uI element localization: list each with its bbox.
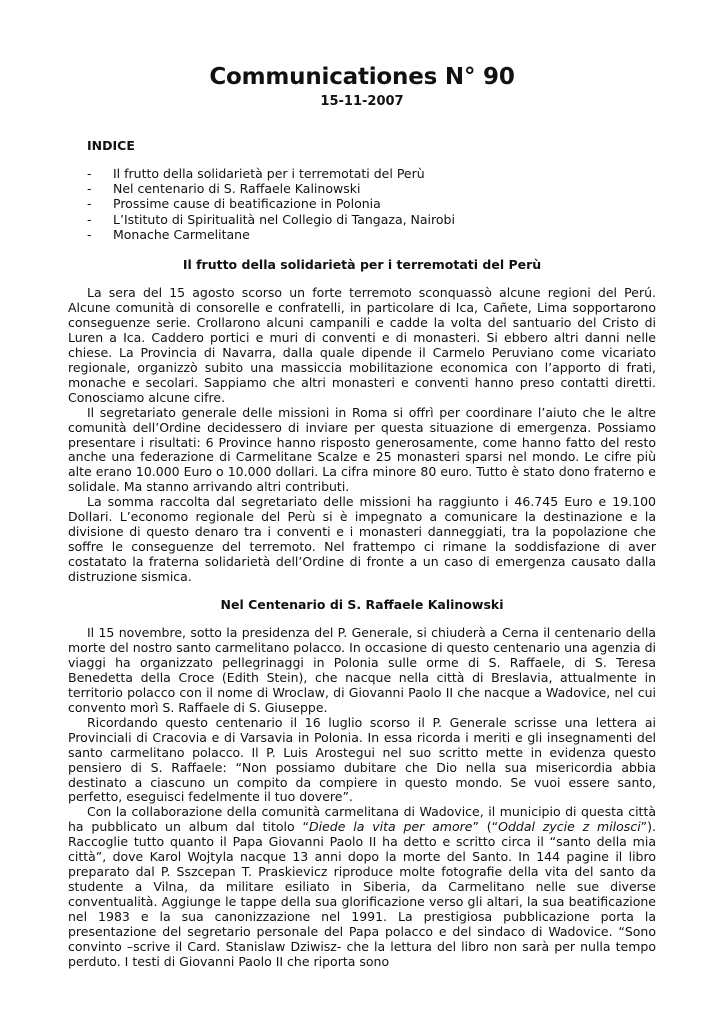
index-item-text: Monache Carmelitane — [113, 226, 250, 242]
book-title-polish: Oddal zycie z milosci — [498, 819, 641, 835]
index-item — [87, 227, 455, 242]
index-item — [87, 196, 455, 211]
paragraph-text: ” (“ — [472, 819, 499, 835]
index-dash: - — [87, 166, 92, 181]
index-item — [87, 166, 455, 181]
section-body-peru — [68, 286, 656, 585]
index-dash: - — [87, 211, 92, 227]
section-body-kalinowski — [68, 626, 656, 970]
paragraph: La sera del 15 agosto scorso un forte terremoto sconquassò alcune regioni del Perú. Alcune comunità di consorelle e confratelli, in particolare di Ica, Cañete, Lima sopportarono conseguenze serie. Crollarono alcuni campanili e cadde la volta del santuario del Cristo di Luren a Ica. Caddero portici e muri di conventi e di monasteri. Si ebbero altri danni nelle chiese. La Provincia di Navarra, dalla quale dipende il Carmelo Peruviano come vicariato regionale, organizzò subito una massiccia mobilitazione economica con l’apporto di frati, monache e secolari. Sappiamo che altri monasteri e conventi hanno preso contatti diretti. Conosciamo alcune cifre. — [68, 285, 656, 405]
index-item-text: Il frutto della solidarietà per i terremotati del Perù — [113, 166, 425, 181]
paragraph: Il segretariato generale delle missioni in Roma si offrì per coordinare l’aiuto che le altre comunità dell’Ordine decidessero di inviare per questa situazione di emergenza. Possiamo presentare i risultati: 6 Province hanno risposto generosamente, come hanno fatto del resto anche una federazione di Carmelitane Scalze e 25 monasteri sparsi nel mondo. Le cifre più alte erano 10.000 Euro o 10.000 dollari. La cifra minore 80 euro. Tutto è stato dono fraterno e solidale. Ma stanno arrivando altri contributi. — [68, 404, 656, 495]
index-dash: - — [87, 196, 92, 212]
paragraph-text: Con la collaborazione della comunità carmelitana di Wadovice, il municipio di questa città ha pubblicato un album dal titolo “ — [68, 804, 656, 835]
index-heading: INDICE — [87, 138, 135, 153]
section-title-kalinowski: Nel Centenario di S. Raffaele Kalinowski — [220, 597, 504, 612]
paragraph: Ricordando questo centenario il 16 luglio scorso il P. Generale scrisse una lettera ai Provinciali di Cracovia e di Varsavia in Polonia. In essa ricorda i meriti e gli insegnamenti del santo carmelitano polacco. Il P. Luis Arostegui nel suo scritto mette in evidenza questo pensiero di S. Raffaele: “Non possiamo dubitare che Dio nella sua misericordia abbia destinato a ciascuno un compito da compiere in questo mondo. Se vuoi essere santo, perfetto, eseguisci fedelmente il tuo dovere”. — [68, 714, 656, 805]
index-dash: - — [87, 181, 92, 197]
index-item-text: Prossime cause di beatificazione in Polonia — [113, 196, 381, 212]
document-title: Communicationes N° 90 — [209, 64, 515, 90]
document-date: 15-11-2007 — [320, 94, 404, 109]
index-item-text: L’Istituto di Spiritualità nel Collegio di Tangaza, Nairobi — [113, 211, 455, 227]
paragraph: Il 15 novembre, sotto la presidenza del P. Generale, si chiuderà a Cerna il centenario della morte del nostro santo carmelitano polacco. In occasione di questo centenario una agenzia di viaggi ha organizzato pellegrinaggi in Polonia sulle orme di S. Raffaele, di S. Teresa Benedetta della Croce (Edith Stein), che nacque nella città di Breslavia, attualmente in territorio polacco con il nome di Wroclaw, di Giovanni Paolo II che nacque a Wadovice, nel cui convento morì S. Raffaele di S. Giuseppe. — [68, 625, 656, 715]
index-item-text: Nel centenario di S. Raffaele Kalinowski — [113, 181, 361, 197]
index-item — [87, 212, 455, 227]
paragraph-text: ”). Raccoglie tutto quanto il Papa Giovanni Paolo II ha detto e scritto circa il “santo della mia città”, dove Karol Wojtyla nacque 13 anni dopo la morte del Santo. In 144 pagine il libro preparato dal P. Sszcepan T. Praskievicz riproduce molte fotografie della vita del santo da studente a Vilna, da militare esiliato in Siberia, da Carmelitano nelle sue diverse conventualità. Aggiunge le tappe della sua glorificazione verso gli altari, la sua beatificazione nel 1983 e la sua canonizzazione nel 1991. La prestigiosa pubblicazione porta la presentazione del segretario personale del Papa polacco e del sindaco di Wadovice. “Sono convinto –scrive il Card. Stanislaw Dziwisz- che la lettura del libro non sarà per nulla tempo perduto. I testi di Giovanni Paolo II che riporta sono — [68, 819, 656, 969]
index-list — [87, 166, 455, 242]
book-title-italian: Diede la vita per amore — [309, 819, 473, 835]
index-dash: - — [87, 226, 92, 242]
section-title-peru: Il frutto della solidarietà per i terremotati del Perù — [182, 257, 542, 272]
paragraph — [68, 805, 656, 969]
paragraph: La somma raccolta dal segretariato delle missioni ha raggiunto i 46.745 Euro e 19.100 Dollari. L’economo regionale del Perù si è impegnato a comunicare la destinazione e la divisione di questo denaro tra i conventi e i monasteri danneggiati, tra la popolazione che soffre le conseguenze del terremoto. Nel frattempo ci rimane la soddisfazione di aver costatato la fraterna solidarietà dell’Ordine di fronte a un caso di emergenza causato dalla distruzione sismica. — [68, 494, 656, 585]
index-item — [87, 181, 455, 196]
